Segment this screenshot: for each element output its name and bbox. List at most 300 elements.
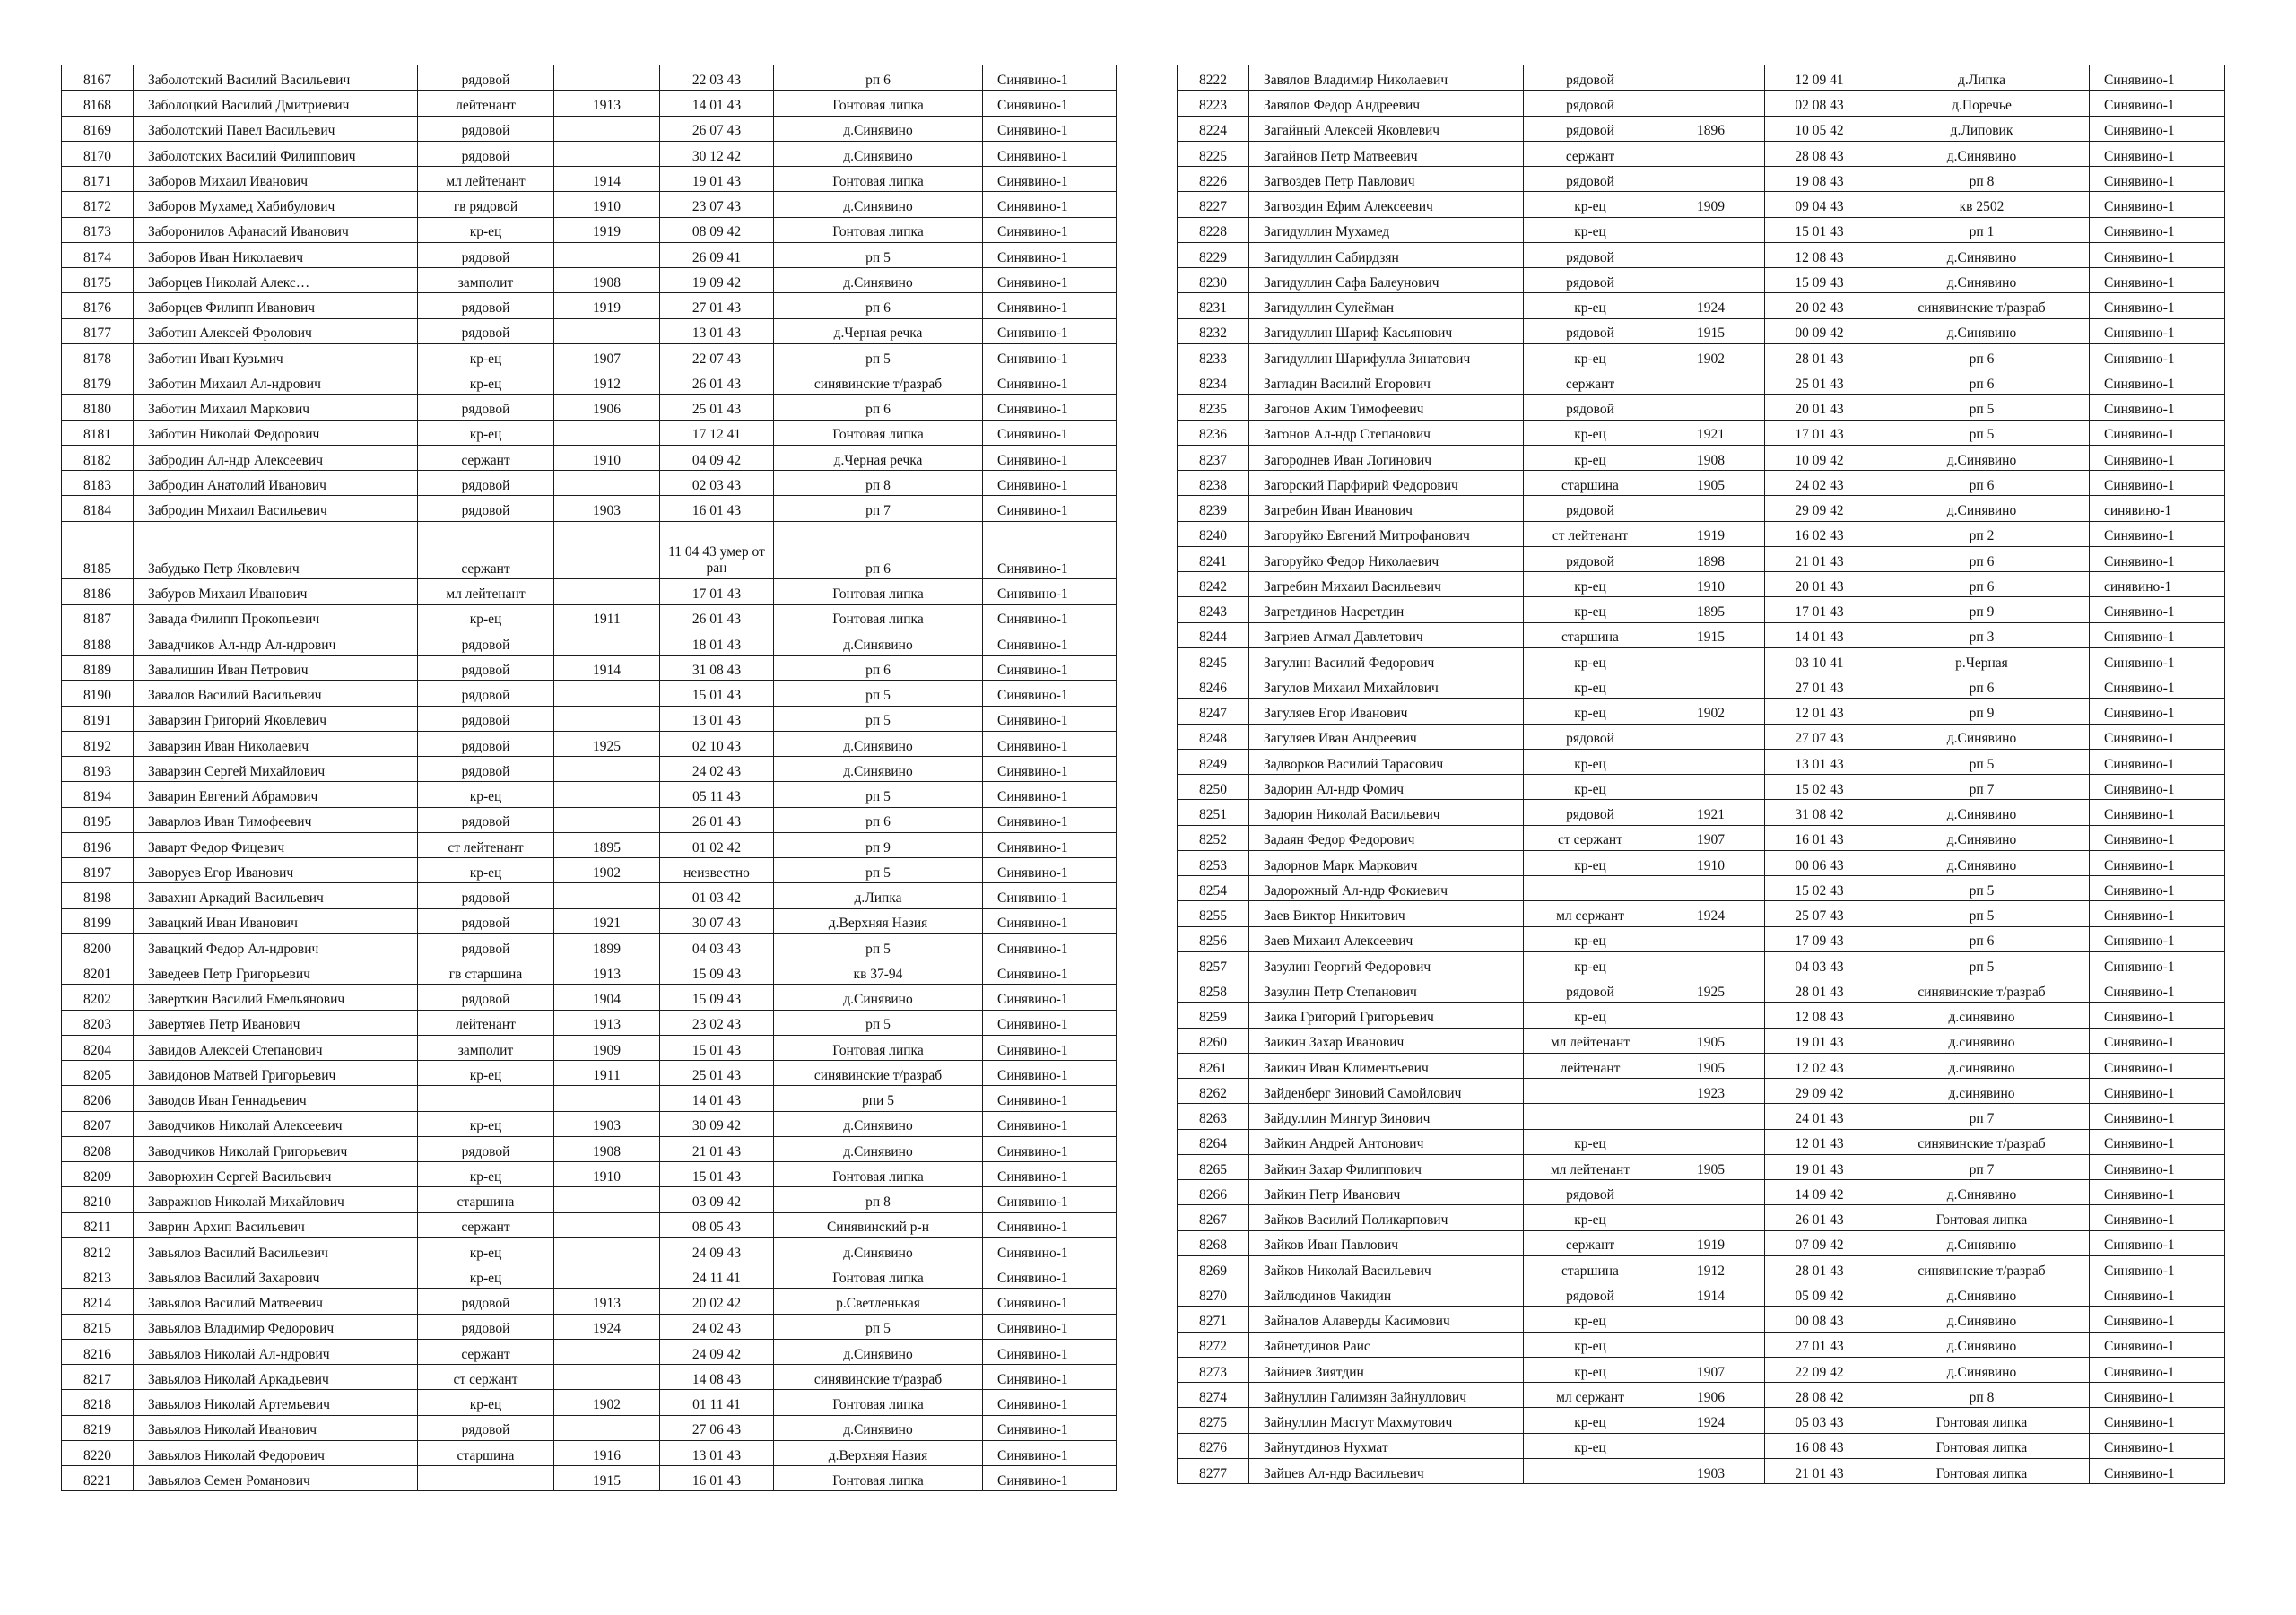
table-row xyxy=(62,985,1117,1010)
death-place-cell: д.Синявино xyxy=(1874,141,2090,166)
birth-year-cell: 1906 xyxy=(1657,1383,1765,1408)
rank-cell: сержант xyxy=(1524,369,1657,395)
burial-site-cell: Синявино-1 xyxy=(983,1162,1117,1187)
burial-site-cell: Синявино-1 xyxy=(2090,724,2225,749)
full-name-cell: Забродин Михаил Васильевич xyxy=(134,496,418,521)
rank-cell: рядовой xyxy=(1524,167,1657,192)
rank-cell: рядовой xyxy=(418,1314,554,1339)
death-place-cell: д.Синявино xyxy=(774,985,983,1010)
table-row xyxy=(62,757,1117,782)
death-place-cell: рп 6 xyxy=(1874,546,2090,571)
birth-year-cell: 1903 xyxy=(554,1111,660,1136)
death-place-cell: рп 5 xyxy=(1874,749,2090,774)
burial-site-cell: Синявино-1 xyxy=(2090,1307,2225,1332)
full-name-cell: Заика Григорий Григорьевич xyxy=(1249,1003,1524,1028)
birth-year-cell xyxy=(554,1212,660,1237)
table-row xyxy=(1178,1079,2225,1104)
burial-site-cell: Синявино-1 xyxy=(983,1365,1117,1390)
death-place-cell: д.Синявино xyxy=(774,1111,983,1136)
table-row xyxy=(1178,850,2225,875)
table-row xyxy=(62,731,1117,756)
full-name-cell: Заварзин Иван Николаевич xyxy=(134,731,418,756)
death-date-cell: 15 02 43 xyxy=(1765,876,1874,901)
full-name-cell: Заботин Алексей Фролович xyxy=(134,318,418,343)
record-number-cell: 8265 xyxy=(1178,1154,1249,1179)
full-name-cell: Заборов Мухамед Хабибулович xyxy=(134,192,418,217)
death-date-cell: 11 04 43 умер от ран xyxy=(660,521,774,579)
death-place-cell: синявинские т/разраб xyxy=(774,1061,983,1086)
birth-year-cell xyxy=(1657,217,1765,242)
table-row xyxy=(1178,167,2225,192)
death-date-cell: 04 03 43 xyxy=(1765,951,1874,977)
rank-cell: рядовой xyxy=(418,985,554,1010)
death-place-cell: д.Синявино xyxy=(1874,1307,2090,1332)
birth-year-cell: 1916 xyxy=(554,1440,660,1465)
rank-cell: кр-ец xyxy=(1524,293,1657,318)
death-date-cell: 08 09 42 xyxy=(660,217,774,242)
birth-year-cell: 1914 xyxy=(554,167,660,192)
rank-cell: ст лейтенант xyxy=(418,832,554,857)
rank-cell: старшина xyxy=(418,1440,554,1465)
birth-year-cell xyxy=(554,1263,660,1289)
record-number-cell: 8178 xyxy=(62,343,134,369)
full-name-cell: Загорский Парфирий Федорович xyxy=(1249,471,1524,496)
burial-site-cell: Синявино-1 xyxy=(983,1339,1117,1364)
birth-year-cell xyxy=(554,782,660,807)
full-name-cell: Заварин Евгений Абрамович xyxy=(134,782,418,807)
death-place-cell: рп 7 xyxy=(1874,775,2090,800)
birth-year-cell xyxy=(1657,65,1765,91)
record-number-cell: 8244 xyxy=(1178,622,1249,647)
burial-site-cell: Синявино-1 xyxy=(983,832,1117,857)
birth-year-cell: 1906 xyxy=(554,395,660,420)
rank-cell: кр-ец xyxy=(1524,1408,1657,1433)
burial-site-cell: Синявино-1 xyxy=(983,1466,1117,1491)
full-name-cell: Загороднев Иван Логинович xyxy=(1249,445,1524,470)
table-row xyxy=(1178,1028,2225,1053)
left-register-body xyxy=(62,65,1117,1491)
record-number-cell: 8267 xyxy=(1178,1205,1249,1230)
record-number-cell: 8254 xyxy=(1178,876,1249,901)
burial-site-cell: Синявино-1 xyxy=(983,782,1117,807)
rank-cell: кр-ец xyxy=(1524,951,1657,977)
full-name-cell: Заболотский Павел Васильевич xyxy=(134,116,418,141)
birth-year-cell: 1923 xyxy=(1657,1079,1765,1104)
full-name-cell: Зайнуллин Галимзян Зайнуллович xyxy=(1249,1383,1524,1408)
death-place-cell: рп 5 xyxy=(774,706,983,731)
death-place-cell: рп 6 xyxy=(774,293,983,318)
table-row xyxy=(1178,572,2225,597)
burial-site-cell: Синявино-1 xyxy=(2090,647,2225,673)
death-place-cell: синявинские т/разраб xyxy=(774,369,983,395)
burial-site-cell: Синявино-1 xyxy=(2090,318,2225,343)
burial-site-cell: Синявино-1 xyxy=(983,293,1117,318)
record-number-cell: 8185 xyxy=(62,521,134,579)
rank-cell: кр-ец xyxy=(1524,192,1657,217)
rank-cell: мл лейтенант xyxy=(1524,1154,1657,1179)
death-date-cell: 16 01 43 xyxy=(660,1466,774,1491)
rank-cell: рядовой xyxy=(418,293,554,318)
death-place-cell: Гонтовая липка xyxy=(774,167,983,192)
burial-site-cell: Синявино-1 xyxy=(2090,167,2225,192)
burial-site-cell: Синявино-1 xyxy=(983,471,1117,496)
burial-site-cell: Синявино-1 xyxy=(2090,65,2225,91)
birth-year-cell xyxy=(554,757,660,782)
birth-year-cell: 1924 xyxy=(554,1314,660,1339)
rank-cell: кр-ец xyxy=(1524,1307,1657,1332)
burial-site-cell: Синявино-1 xyxy=(2090,749,2225,774)
table-row xyxy=(1178,65,2225,91)
record-number-cell: 8208 xyxy=(62,1136,134,1161)
burial-site-cell: Синявино-1 xyxy=(2090,1230,2225,1255)
birth-year-cell xyxy=(554,1086,660,1111)
rank-cell: кр-ец xyxy=(418,1162,554,1187)
table-row xyxy=(62,858,1117,883)
birth-year-cell xyxy=(1657,141,1765,166)
birth-year-cell xyxy=(1657,1332,1765,1357)
record-number-cell: 8184 xyxy=(62,496,134,521)
full-name-cell: Загидуллин Сабирдзян xyxy=(1249,242,1524,267)
record-number-cell: 8242 xyxy=(1178,572,1249,597)
burial-site-cell: Синявино-1 xyxy=(983,167,1117,192)
table-row xyxy=(1178,1053,2225,1078)
record-number-cell: 8261 xyxy=(1178,1053,1249,1078)
table-row xyxy=(1178,268,2225,293)
birth-year-cell: 1915 xyxy=(1657,318,1765,343)
rank-cell: лейтенант xyxy=(418,91,554,116)
record-number-cell: 8241 xyxy=(1178,546,1249,571)
death-place-cell: д.Синявино xyxy=(1874,800,2090,825)
death-date-cell: 01 03 42 xyxy=(660,883,774,908)
rank-cell: гв старшина xyxy=(418,959,554,985)
table-row xyxy=(62,420,1117,445)
full-name-cell: Заболотских Василий Филиппович xyxy=(134,141,418,166)
table-row xyxy=(62,1111,1117,1136)
rank-cell: кр-ец xyxy=(1524,217,1657,242)
record-number-cell: 8240 xyxy=(1178,521,1249,546)
burial-site-cell: Синявино-1 xyxy=(983,933,1117,959)
death-date-cell: 22 09 42 xyxy=(1765,1357,1874,1382)
full-name-cell: Завадчиков Ал-ндр Ал-ндрович xyxy=(134,630,418,655)
burial-site-cell: Синявино-1 xyxy=(983,1035,1117,1060)
full-name-cell: Зайнутдинов Нухмат xyxy=(1249,1433,1524,1458)
burial-site-cell: Синявино-1 xyxy=(2090,1104,2225,1129)
record-number-cell: 8263 xyxy=(1178,1104,1249,1129)
death-date-cell: 19 01 43 xyxy=(660,167,774,192)
burial-site-cell: Синявино-1 xyxy=(2090,850,2225,875)
burial-site-cell: Синявино-1 xyxy=(983,1111,1117,1136)
death-date-cell: 15 09 43 xyxy=(1765,268,1874,293)
death-date-cell: 28 01 43 xyxy=(1765,1255,1874,1281)
rank-cell: кр-ец xyxy=(1524,1003,1657,1028)
burial-site-cell: Синявино-1 xyxy=(2090,192,2225,217)
death-date-cell: 15 01 43 xyxy=(660,1035,774,1060)
record-number-cell: 8230 xyxy=(1178,268,1249,293)
full-name-cell: Заборов Иван Николаевич xyxy=(134,242,418,267)
burial-site-cell: Синявино-1 xyxy=(2090,116,2225,141)
death-date-cell: 02 08 43 xyxy=(1765,91,1874,116)
table-row xyxy=(1178,445,2225,470)
table-row xyxy=(62,1086,1117,1111)
death-place-cell: д.Синявино xyxy=(1874,242,2090,267)
burial-site-cell: Синявино-1 xyxy=(2090,1408,2225,1433)
burial-site-cell: Синявино-1 xyxy=(983,141,1117,166)
burial-site-cell: Синявино-1 xyxy=(983,1212,1117,1237)
record-number-cell: 8262 xyxy=(1178,1079,1249,1104)
death-date-cell: 02 03 43 xyxy=(660,471,774,496)
birth-year-cell: 1912 xyxy=(554,369,660,395)
record-number-cell: 8200 xyxy=(62,933,134,959)
rank-cell: рядовой xyxy=(418,141,554,166)
burial-site-cell: Синявино-1 xyxy=(983,1237,1117,1263)
death-place-cell: Гонтовая липка xyxy=(774,604,983,630)
burial-site-cell: Синявино-1 xyxy=(983,706,1117,731)
table-row xyxy=(1178,1332,2225,1357)
full-name-cell: Завьялов Василий Матвеевич xyxy=(134,1289,418,1314)
burial-site-cell: Синявино-1 xyxy=(2090,369,2225,395)
full-name-cell: Загуляев Иван Андреевич xyxy=(1249,724,1524,749)
death-date-cell: 12 08 43 xyxy=(1765,242,1874,267)
table-row xyxy=(62,630,1117,655)
death-date-cell: 31 08 43 xyxy=(660,656,774,681)
death-place-cell: синявинские т/разраб xyxy=(1874,977,2090,1003)
death-place-cell: д.Верхняя Назия xyxy=(774,908,983,933)
death-date-cell: 20 02 42 xyxy=(660,1289,774,1314)
table-row xyxy=(1178,673,2225,699)
rank-cell: рядовой xyxy=(418,757,554,782)
rank-cell: рядовой xyxy=(418,471,554,496)
rank-cell: кр-ец xyxy=(1524,597,1657,622)
death-date-cell: 15 01 43 xyxy=(1765,217,1874,242)
rank-cell: кр-ец xyxy=(418,1390,554,1415)
record-number-cell: 8220 xyxy=(62,1440,134,1465)
table-row xyxy=(1178,395,2225,420)
rank-cell: ст сержант xyxy=(1524,825,1657,850)
table-row xyxy=(62,521,1117,579)
death-date-cell: 12 01 43 xyxy=(1765,1129,1874,1154)
full-name-cell: Загидуллин Шарифулла Зинатович xyxy=(1249,343,1524,369)
table-row xyxy=(1178,951,2225,977)
full-name-cell: Заварлов Иван Тимофеевич xyxy=(134,807,418,832)
birth-year-cell: 1895 xyxy=(1657,597,1765,622)
rank-cell: кр-ец xyxy=(1524,850,1657,875)
record-number-cell: 8204 xyxy=(62,1035,134,1060)
death-date-cell: 21 01 43 xyxy=(1765,546,1874,571)
rank-cell: рядовой xyxy=(1524,91,1657,116)
death-place-cell: рп 6 xyxy=(1874,926,2090,951)
birth-year-cell xyxy=(1657,724,1765,749)
death-date-cell: 22 03 43 xyxy=(660,65,774,91)
rank-cell: мл лейтенант xyxy=(1524,1028,1657,1053)
death-place-cell: рпи 5 xyxy=(774,1086,983,1111)
table-row xyxy=(62,1365,1117,1390)
burial-site-cell: Синявино-1 xyxy=(2090,445,2225,470)
rank-cell: кр-ец xyxy=(1524,699,1657,724)
death-place-cell: синявинские т/разраб xyxy=(1874,1129,2090,1154)
birth-year-cell xyxy=(1657,395,1765,420)
full-name-cell: Завьялов Николай Ал-ндрович xyxy=(134,1339,418,1364)
burial-site-cell: Синявино-1 xyxy=(983,604,1117,630)
death-date-cell: 28 01 43 xyxy=(1765,343,1874,369)
birth-year-cell xyxy=(554,630,660,655)
full-name-cell: Забродин Ал-ндр Алексеевич xyxy=(134,445,418,470)
record-number-cell: 8168 xyxy=(62,91,134,116)
birth-year-cell xyxy=(1657,242,1765,267)
burial-site-cell: Синявино-1 xyxy=(983,1086,1117,1111)
full-name-cell: Загретдинов Насретдин xyxy=(1249,597,1524,622)
record-number-cell: 8234 xyxy=(1178,369,1249,395)
table-row xyxy=(62,242,1117,267)
record-number-cell: 8238 xyxy=(1178,471,1249,496)
record-number-cell: 8175 xyxy=(62,268,134,293)
full-name-cell: Загребин Иван Иванович xyxy=(1249,496,1524,521)
record-number-cell: 8214 xyxy=(62,1289,134,1314)
full-name-cell: Зайнуллин Масгут Махмутович xyxy=(1249,1408,1524,1433)
birth-year-cell: 1898 xyxy=(1657,546,1765,571)
full-name-cell: Забродин Анатолий Иванович xyxy=(134,471,418,496)
birth-year-cell xyxy=(554,65,660,91)
death-place-cell: д.Синявино xyxy=(1874,1332,2090,1357)
table-row xyxy=(1178,597,2225,622)
birth-year-cell: 1914 xyxy=(1657,1281,1765,1307)
rank-cell xyxy=(418,1086,554,1111)
death-date-cell: 20 01 43 xyxy=(1765,572,1874,597)
full-name-cell: Загулин Василий Федорович xyxy=(1249,647,1524,673)
table-row xyxy=(1178,1433,2225,1458)
death-place-cell: рп 6 xyxy=(1874,673,2090,699)
burial-site-cell: Синявино-1 xyxy=(2090,217,2225,242)
rank-cell: сержант xyxy=(418,1212,554,1237)
full-name-cell: Зайков Николай Васильевич xyxy=(1249,1255,1524,1281)
birth-year-cell: 1905 xyxy=(1657,1154,1765,1179)
record-number-cell: 8206 xyxy=(62,1086,134,1111)
record-number-cell: 8252 xyxy=(1178,825,1249,850)
burial-site-cell: Синявино-1 xyxy=(983,496,1117,521)
record-number-cell: 8248 xyxy=(1178,724,1249,749)
full-name-cell: Зайнетдинов Раис xyxy=(1249,1332,1524,1357)
table-row xyxy=(1178,217,2225,242)
death-place-cell: д.синявино xyxy=(1874,1028,2090,1053)
death-date-cell: 13 01 43 xyxy=(660,706,774,731)
death-place-cell: рп 5 xyxy=(774,858,983,883)
table-row xyxy=(62,217,1117,242)
rank-cell: кр-ец xyxy=(1524,1433,1657,1458)
birth-year-cell xyxy=(554,1415,660,1440)
table-row xyxy=(62,167,1117,192)
birth-year-cell: 1919 xyxy=(1657,521,1765,546)
death-place-cell: д.синявино xyxy=(1874,1053,2090,1078)
death-date-cell: 14 08 43 xyxy=(660,1365,774,1390)
full-name-cell: Загидуллин Шариф Касьянович xyxy=(1249,318,1524,343)
record-number-cell: 8277 xyxy=(1178,1458,1249,1483)
full-name-cell: Заборцев Николай Алекс… xyxy=(134,268,418,293)
full-name-cell: Завидонов Матвей Григорьевич xyxy=(134,1061,418,1086)
record-number-cell: 8259 xyxy=(1178,1003,1249,1028)
full-name-cell: Завацкий Федор Ал-ндрович xyxy=(134,933,418,959)
death-place-cell: д.Синявино xyxy=(1874,445,2090,470)
death-date-cell: 26 01 43 xyxy=(1765,1205,1874,1230)
death-place-cell: рп 1 xyxy=(1874,217,2090,242)
full-name-cell: Задорин Николай Васильевич xyxy=(1249,800,1524,825)
table-row xyxy=(62,91,1117,116)
birth-year-cell: 1913 xyxy=(554,1010,660,1035)
death-place-cell: д.Синявино xyxy=(774,141,983,166)
rank-cell: кр-ец xyxy=(418,782,554,807)
birth-year-cell xyxy=(1657,369,1765,395)
burial-site-cell: Синявино-1 xyxy=(983,1390,1117,1415)
record-number-cell: 8231 xyxy=(1178,293,1249,318)
full-name-cell: Загидуллин Сулейман xyxy=(1249,293,1524,318)
death-place-cell: рп 5 xyxy=(774,933,983,959)
birth-year-cell xyxy=(1657,951,1765,977)
death-date-cell: 24 01 43 xyxy=(1765,1104,1874,1129)
rank-cell: рядовой xyxy=(418,807,554,832)
death-place-cell: д.Синявино xyxy=(1874,825,2090,850)
record-number-cell: 8271 xyxy=(1178,1307,1249,1332)
full-name-cell: Зайкин Петр Иванович xyxy=(1249,1180,1524,1205)
record-number-cell: 8276 xyxy=(1178,1433,1249,1458)
death-date-cell: 26 07 43 xyxy=(660,116,774,141)
birth-year-cell: 1912 xyxy=(1657,1255,1765,1281)
record-number-cell: 8183 xyxy=(62,471,134,496)
death-date-cell: 03 09 42 xyxy=(660,1187,774,1212)
death-date-cell: 04 09 42 xyxy=(660,445,774,470)
full-name-cell: Загоруйко Евгений Митрофанович xyxy=(1249,521,1524,546)
rank-cell: ст лейтенант xyxy=(1524,521,1657,546)
full-name-cell: Заводов Иван Геннадьевич xyxy=(134,1086,418,1111)
record-number-cell: 8216 xyxy=(62,1339,134,1364)
rank-cell: рядовой xyxy=(418,318,554,343)
death-date-cell: 28 08 43 xyxy=(1765,141,1874,166)
death-place-cell: рп 7 xyxy=(774,496,983,521)
record-number-cell: 8202 xyxy=(62,985,134,1010)
birth-year-cell xyxy=(554,242,660,267)
record-number-cell: 8249 xyxy=(1178,749,1249,774)
table-row xyxy=(1178,1154,2225,1179)
death-date-cell: 13 01 43 xyxy=(660,1440,774,1465)
full-name-cell: Зайналов Алаверды Касимович xyxy=(1249,1307,1524,1332)
rank-cell: кр-ец xyxy=(1524,1357,1657,1382)
record-number-cell: 8188 xyxy=(62,630,134,655)
record-number-cell: 8213 xyxy=(62,1263,134,1289)
table-row xyxy=(62,1440,1117,1465)
birth-year-cell: 1902 xyxy=(554,858,660,883)
rank-cell: кр-ец xyxy=(1524,572,1657,597)
death-date-cell: 07 09 42 xyxy=(1765,1230,1874,1255)
table-row xyxy=(1178,343,2225,369)
table-row xyxy=(62,1390,1117,1415)
death-date-cell: 17 01 43 xyxy=(660,579,774,604)
death-place-cell: рп 5 xyxy=(774,681,983,706)
table-row xyxy=(62,1339,1117,1364)
table-row xyxy=(62,1035,1117,1060)
death-date-cell: 15 09 43 xyxy=(660,959,774,985)
birth-year-cell xyxy=(1657,1307,1765,1332)
record-number-cell: 8256 xyxy=(1178,926,1249,951)
record-number-cell: 8191 xyxy=(62,706,134,731)
full-name-cell: Заводчиков Николай Григорьевич xyxy=(134,1136,418,1161)
death-date-cell: 16 01 43 xyxy=(660,496,774,521)
death-date-cell: 14 09 42 xyxy=(1765,1180,1874,1205)
death-date-cell: 14 01 43 xyxy=(660,91,774,116)
rank-cell: рядовой xyxy=(418,883,554,908)
record-number-cell: 8203 xyxy=(62,1010,134,1035)
death-place-cell: д.синявино xyxy=(1874,1003,2090,1028)
birth-year-cell: 1924 xyxy=(1657,901,1765,926)
burial-site-cell: Синявино-1 xyxy=(983,883,1117,908)
death-date-cell: 24 11 41 xyxy=(660,1263,774,1289)
burial-site-cell: Синявино-1 xyxy=(983,1415,1117,1440)
